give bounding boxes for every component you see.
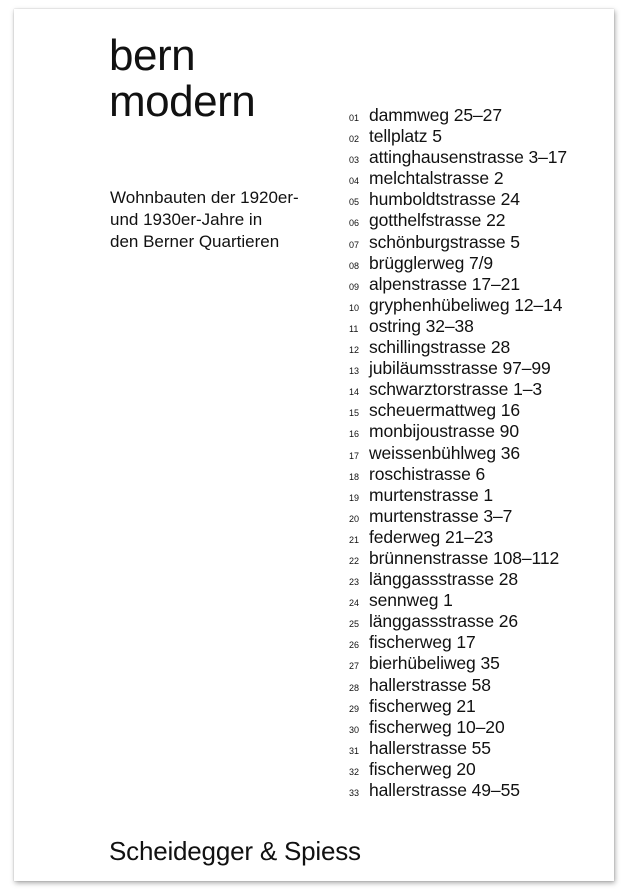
address-number: 04	[349, 176, 360, 187]
address-text: fischerweg 21	[369, 695, 476, 716]
address-item	[349, 105, 567, 126]
address-number: 26	[349, 640, 360, 651]
book-cover	[14, 9, 614, 881]
address-item	[349, 421, 567, 442]
address-text: länggassstrasse 26	[369, 611, 518, 632]
address-number: 07	[349, 239, 360, 250]
address-number: 21	[349, 534, 360, 545]
address-text: hallerstrasse 49–55	[369, 780, 520, 800]
address-text: schönburgstrasse 5	[369, 231, 520, 252]
address-item	[349, 506, 567, 527]
address-item	[349, 548, 567, 569]
address-text: attinghausenstrasse 3–17	[369, 147, 568, 168]
address-item	[349, 738, 567, 759]
subtitle-line: Wohnbauten der 1920er-	[110, 188, 299, 207]
address-number: 03	[349, 155, 360, 166]
address-number: 31	[349, 745, 360, 756]
address-number: 05	[349, 197, 360, 208]
address-item	[349, 400, 567, 421]
title-line: modern	[109, 77, 256, 126]
address-number: 33	[349, 788, 360, 798]
publisher-name: Scheidegger & Spiess	[109, 836, 361, 866]
address-text: murtenstrasse 1	[369, 484, 493, 505]
address-text: humboldtstrasse 24	[369, 189, 520, 210]
address-item	[349, 653, 567, 674]
address-text: tellplatz 5	[369, 126, 442, 147]
book-subtitle	[110, 187, 340, 253]
address-text: fischerweg 20	[369, 758, 476, 779]
address-text: länggassstrasse 28	[369, 569, 518, 590]
address-text: schillingstrasse 28	[369, 337, 511, 358]
subtitle-line: und 1930er-Jahre in	[110, 210, 263, 229]
address-number: 02	[349, 134, 360, 145]
address-text: murtenstrasse 3–7	[369, 505, 513, 526]
address-text: gryphenhübeliweg 12–14	[369, 294, 563, 315]
address-number: 16	[349, 429, 360, 440]
address-item	[349, 780, 567, 801]
address-item	[349, 232, 567, 253]
address-item	[349, 168, 567, 189]
address-item	[349, 464, 567, 485]
address-text: jubiläumsstrasse 97–99	[369, 358, 551, 379]
address-number: 08	[349, 260, 360, 271]
address-number: 06	[349, 218, 360, 229]
address-item	[349, 443, 567, 464]
address-number: 14	[349, 387, 360, 398]
address-number: 18	[349, 471, 360, 482]
address-number: 12	[349, 345, 360, 356]
address-item	[349, 126, 567, 147]
address-number: 25	[349, 619, 360, 630]
title-line: bern	[109, 31, 196, 80]
address-text: schwarztorstrasse 1–3	[369, 379, 542, 400]
address-number: 11	[349, 323, 359, 334]
subtitle-line: den Berner Quartieren	[110, 232, 280, 251]
address-text: ostring 32–38	[369, 315, 474, 336]
address-item	[349, 274, 567, 295]
address-text: sennweg 1	[369, 590, 453, 611]
address-number: 13	[349, 366, 360, 377]
address-item	[349, 632, 567, 653]
address-text: alpenstrasse 17–21	[369, 273, 520, 294]
address-text: gotthelfstrasse 22	[369, 210, 506, 231]
address-number: 01	[349, 113, 360, 123]
address-text: brünnenstrasse 108–112	[369, 547, 560, 568]
address-number: 29	[349, 703, 360, 714]
address-item	[349, 379, 567, 400]
address-item	[349, 717, 567, 738]
address-item	[349, 337, 567, 358]
address-item	[349, 696, 567, 717]
address-text: fischerweg 10–20	[369, 716, 505, 737]
address-number: 22	[349, 555, 360, 566]
address-text: dammweg 25–27	[369, 105, 502, 125]
address-item	[349, 210, 567, 231]
book-title	[109, 33, 255, 125]
address-item	[349, 569, 567, 590]
address-list	[349, 105, 567, 801]
address-text: bierhübeliweg 35	[369, 653, 500, 674]
address-item	[349, 189, 567, 210]
address-item	[349, 316, 567, 337]
address-number: 15	[349, 408, 360, 419]
address-text: hallerstrasse 55	[369, 737, 491, 758]
address-item	[349, 759, 567, 780]
address-number: 20	[349, 513, 360, 524]
address-number: 30	[349, 724, 360, 735]
address-text: federweg 21–23	[369, 526, 494, 547]
address-number: 23	[349, 577, 360, 588]
address-item	[349, 527, 567, 548]
address-number: 17	[349, 450, 360, 461]
address-text: roschistrasse 6	[369, 463, 486, 484]
address-number: 24	[349, 598, 360, 609]
address-number: 10	[349, 302, 360, 313]
address-number: 19	[349, 492, 360, 503]
address-item	[349, 358, 567, 379]
address-item	[349, 295, 567, 316]
address-text: monbijoustrasse 90	[369, 421, 519, 442]
address-text: melchtalstrasse 2	[369, 168, 504, 189]
address-number: 32	[349, 766, 360, 777]
address-text: brügglerweg 7/9	[369, 252, 493, 273]
address-item	[349, 590, 567, 611]
address-text: weissenbühlweg 36	[369, 442, 521, 463]
address-item	[349, 675, 567, 696]
address-number: 27	[349, 661, 360, 672]
address-text: hallerstrasse 58	[369, 674, 491, 695]
address-item	[349, 611, 567, 632]
address-number: 28	[349, 682, 360, 693]
address-number: 09	[349, 281, 360, 292]
address-text: scheuermattweg 16	[369, 400, 521, 421]
address-item	[349, 147, 567, 168]
address-item	[349, 485, 567, 506]
address-text: fischerweg 17	[369, 632, 476, 653]
address-item	[349, 253, 567, 274]
